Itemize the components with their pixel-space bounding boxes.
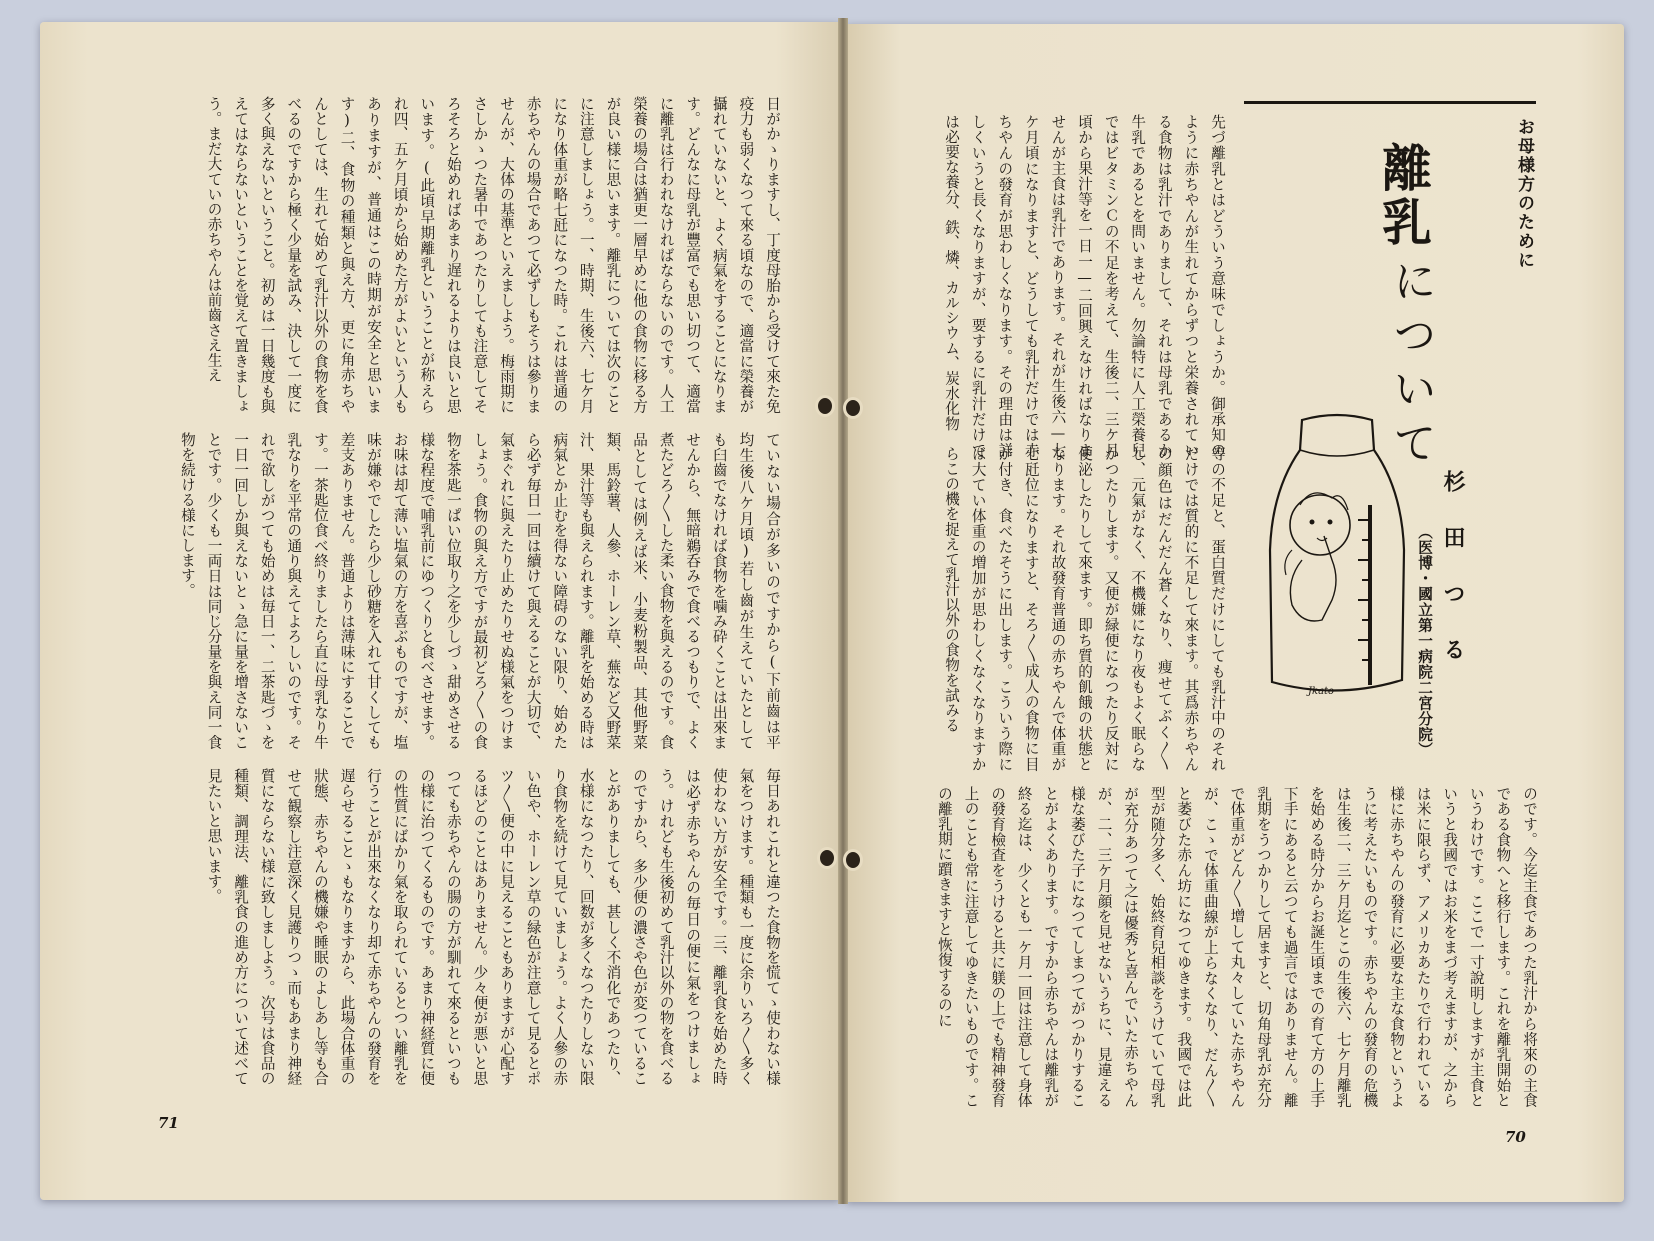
right-middle-column: 等の不足と、蛋白質だけにしても乳汁中のそれだけでは質的に不足して來ます。其爲赤ちやんの顔色はだんだん蒼くなり、痩せてぶく〳〵し、元氣がなく、不機嫌になり夜もよく眠らなかつたりします。又便が緑便になつたり反対に便泌したりして來ます。即ち質的飢餓の状態となります。それ故發育普通の赤ちやんで体重が七瓩位になりますと、そろ〳〵成人の食物に目が付き、食べたそうに出します。こういう際には大てい体重の増加が思わしくなくなりますからこの機を捉えて乳汁以外の食物を試みる — [943, 446, 1226, 772]
author-affiliation: （医博・國立第一病院二宮分院） — [1416, 524, 1433, 758]
binding-hole-icon — [846, 400, 860, 416]
right-lower-column: のです。今迄主食であつた乳汁から将來の主食である食物へと移行します。これを離乳開始というわけです。ここで一寸說明しますが主食というと我國ではお米をまづ考えますが、之からは米に限らず、アメリカあたりで行われている様に赤ちやんの發育に必要な主な食物というように考えたいものです。赤ちやんの發育の危機は生後二、三ケ月迄とこの生後六、七ケ月離乳を始める時分からお誕生頃までの育て方の上手下手にあると云つても過言ではありません。離乳期をうつかりして居ますと、切角母乳が充分で体重がどん〳〵增して丸々していた赤ちやんが、こゝで体重曲線が上らなくなり、だん〳〵と萎びた赤ん坊になつてゆきます。我國では此型が随分多く、始終育兒相談をうけていて母乳が充分あつて之は優秀と喜んでいた赤ちやんが、二、三ケ月顔を見せないうちに、見違える様な萎びた子になつてしまつてがつかりすることがよくあります。ですから赤ちやんは離乳が終る迄は、少くとも一ケ月一回は注意して身体の發育檢査をうけると共に躾の上でも精神發育上のことも常に注意してゆきたいものです。この離乳期に躓きますと恢復するのに — [935, 786, 1538, 1108]
author-name: 杉田つる — [1440, 470, 1466, 694]
binding-hole-icon — [820, 850, 834, 866]
binding-hole-icon — [818, 398, 832, 414]
right-upper-column: 先づ離乳とはどういう意味でしょうか。御承知のように赤ちやんが生れてからずつと栄養されている食物は乳汁でありまして、それは母乳であるか牛乳であるとを問いません。勿論特に人工榮養兒ではビタミンＣの不足を考えて、生後二、三ケ月頃から果汁等を一日一—二回興えなければなりませんが主食は乳汁であります。それが生後六—七ケ月頃になりますと、どうしても乳汁だけでは赤ちやんの發育が思わしくなります。その理由は詳しくいうと長くなりますが、要するに乳汁だけでは必要な養分、鉄、燐、カルシウム、炭水化物 — [943, 114, 1226, 458]
left-lower-column: 毎日あれこれと違つた食物を慌てゝ使わない様氣をつけます。種類も一度に余りいろ〳〵多く使わない方が安全です。三、離乳食を始めた時は必ず赤ちやんの毎日の便に氣をつけましょう。けれども生後初めて乳汁以外の物を食べるのですから、多少便の濃さや色が変つていることがありましても、甚しく不消化であつたり、水様になつたり、回数が多くなつたりしない限り食物を続けて見ていましょう。よく人參の赤い色や、ホーレン草の緑色が注意して見るとポツ〳〵便の中に見えることもありますが心配するほどのことはありません。少々便が悪いと思つても赤ちやんの腸の方が馴れて來るといつもの様に治つてくるものです。あまり神経質に便の性質にばかり氣を取られているとつい離乳を行うことが出來なくなり却て赤ちやんの發育を遅らせることゝもなりますから、此場合体重の狀態、赤ちやんの機嫌や睡眠のよしあし等も合せて観察し注意深く見護りつゝ而もあまり神経質にならない様に致しましよう。次号は食品の種類、調理法、離乳食の進め方について述べて見たいと思います。 — [205, 768, 781, 1086]
page-number-right: 70 — [1505, 1128, 1526, 1146]
left-middle-column: ていない場合が多いのですから(下前齒は平均生後八ケ月頃)若し齒が生えていたとしても臼齒でなければ食物を噛み砕くことは出來ませんから、無暗鵜呑みで食べるつもりで、よく煮たどろ〳〵した柔い食物を與えるのです。食品としては例えば米、小麦粉製品、其他野菜類、馬鈴薯、人參、ホーレン草、蕪など又野菜汁、果汁等も與えられます。離乳を始める時は病氣とか止むを得ない障碍のない限り、始めたら必ず毎日一回は續けて與えることが大切で、氣まぐれに與えたり止めたりせぬ様氣をつけましょう。食物の與え方ですが最初どろ〳〵の食物を茶匙一ぱい位取り之を少しづゝ甜めさせる様な程度で哺乳前にゆつくりと食べさせます。お味は却て薄い塩氣の方を喜ぶものですが、塩味が嫌やでしたら少し砂糖を入れて甘くしても差支ありません。普通よりは薄味にすることです。一茶匙位食べ終りましたら直に母乳なり牛乳なりを平常の通り與えてよろしいのです。それで欲しがつても始めは毎日一、二茶匙づゝを一日一回しか與えないとゝ急に量を增さないことです。少くも一両日は同じ分量を與え同一食物を続ける様にします。 — [178, 432, 781, 750]
article-title-sub: について — [1385, 258, 1436, 474]
page-number-left: 71 — [158, 1114, 179, 1132]
baby-in-bottle-illustration — [1262, 410, 1412, 710]
left-upper-column: 日がかゝりますし、丁度母胎から受けて來た免疫力も弱くなつて來る頃なので、適當に榮養が攝れていないと、よく病氣をすることになります。どんなに母乳が豐富でも思い切つて、適當に離乳は行われなければならないのです。人工榮養の場合は猶更一層早めに他の食物に移る方が良い様に思います。離乳については次のことに注意しましょう。一、時期、生後六、七ケ月になり体重が略七瓩になつた時。これは普通の赤ちやんの場合であつて必ずしもそうは參りませんが、大体の基準といえましよう。梅雨期にさしかゝつた暑中であつたりしても注意してそろそろと始めればあまり遅れるよりは良いと思います。(此頃早期離乳ということが称えられ四、五ケ月頃から始めた方がよいという人もありますが、普通はこの時期が安全と思います)二、食物の種類と與え方、更に角赤ちやんとしては、生れて始めて乳汁以外の食物を食べるのですから極く少量を試み、決して一度に多く與えないということ。初めは一日幾度も與えてはならないということを覚えて置きましょう。まだ大ていの赤ちやんは前齒さえ生え — [205, 96, 781, 414]
illustration-signature: Jkato — [1308, 686, 1335, 697]
book-gutter — [838, 18, 848, 1204]
article-title-main: 離乳 — [1374, 142, 1433, 250]
header-rule — [1244, 101, 1536, 104]
series-label: お母様方のために — [1514, 118, 1534, 270]
binding-hole-icon — [846, 852, 860, 868]
